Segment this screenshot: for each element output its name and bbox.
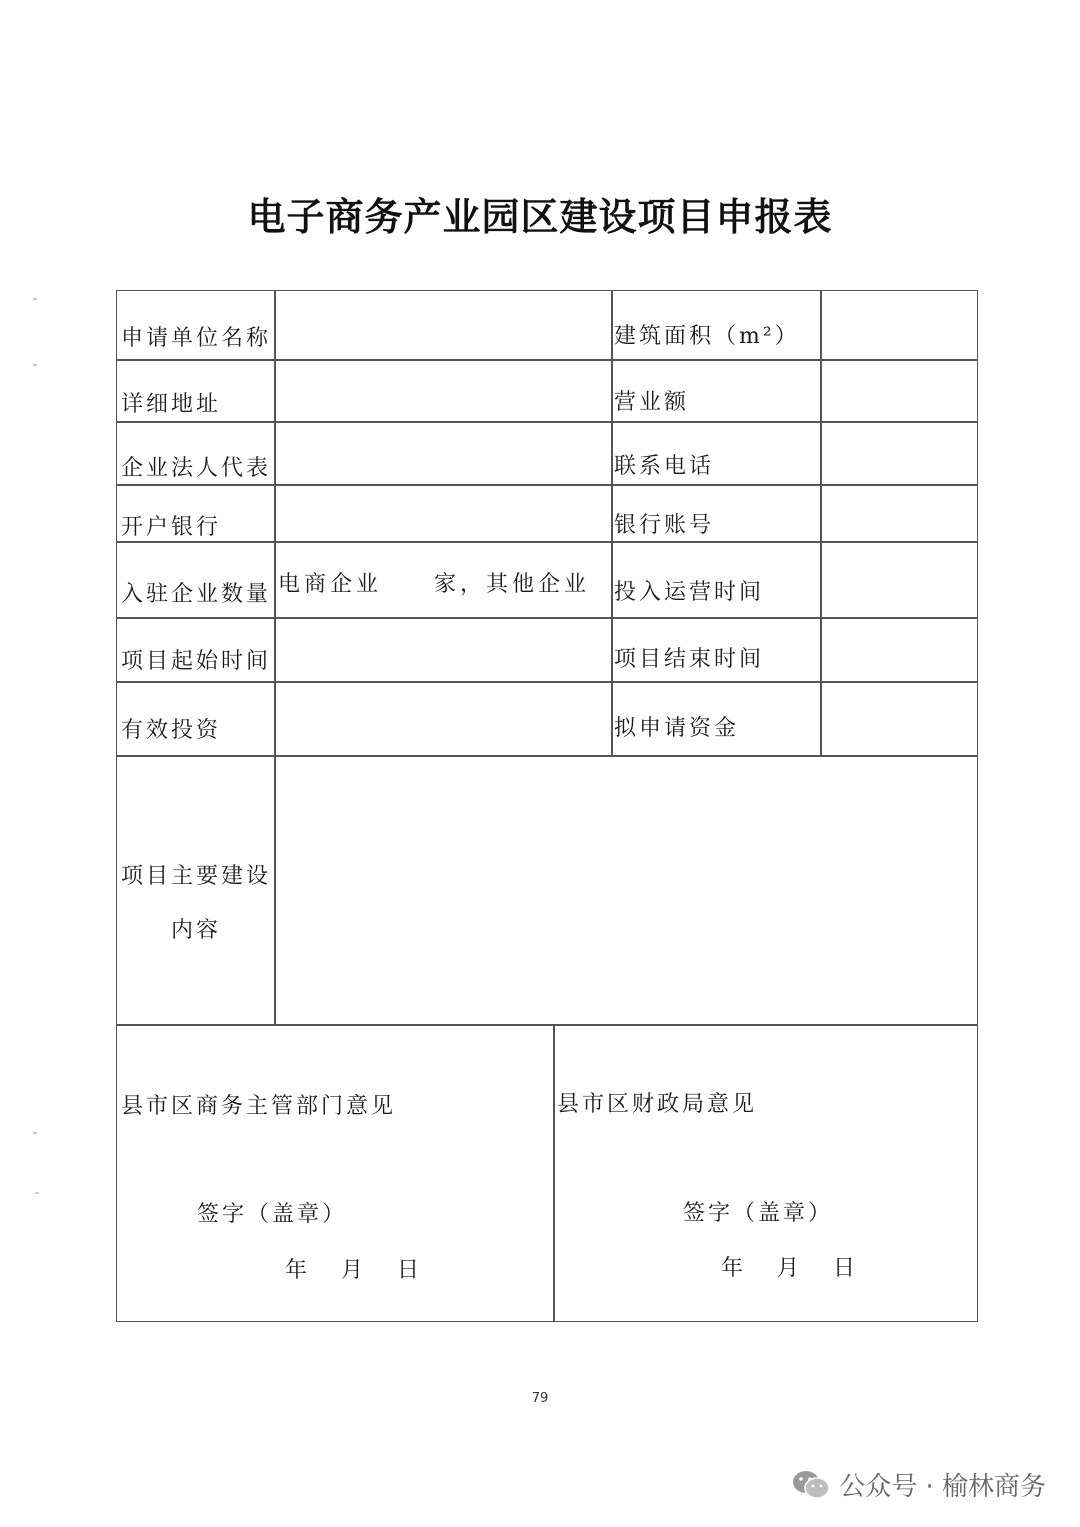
watermark-text: 公众号 · 榆林商务: [839, 1472, 1046, 1502]
bank-label: 开户银行: [121, 515, 222, 540]
legal-rep-field[interactable]: [276, 423, 610, 484]
construction-content-field[interactable]: [276, 757, 976, 1024]
operation-time-label: 投入运营时间: [614, 580, 765, 605]
requested-funds-field[interactable]: [822, 683, 976, 755]
wechat-icon: [791, 1468, 831, 1502]
content-label-line2: 内容: [171, 918, 222, 943]
tenant-count-label: 入驻企业数量: [121, 582, 272, 607]
commerce-dept-date-label: 年 月 日: [285, 1258, 426, 1283]
address-label: 详细地址: [121, 392, 222, 417]
form-title: 电子商务产业园区建设项目申报表: [247, 195, 833, 239]
tenant-count-text: 电商企业 家，其他企业: [278, 572, 591, 597]
application-form-table: [116, 290, 978, 1322]
end-time-field[interactable]: [822, 619, 976, 681]
start-time-label: 项目起始时间: [121, 649, 272, 674]
revenue-label: 营业额: [614, 390, 690, 415]
finance-bureau-sign-label: 签字（盖章）: [683, 1201, 834, 1226]
floor-area-label: 建筑面积（m²）: [614, 324, 800, 349]
investment-field[interactable]: [276, 683, 610, 755]
account-label: 银行账号: [614, 513, 715, 538]
account-field[interactable]: [822, 486, 976, 541]
requested-funds-label: 拟申请资金: [614, 716, 740, 741]
end-time-label: 项目结束时间: [614, 647, 765, 672]
watermark: [791, 1466, 1046, 1503]
phone-field[interactable]: [822, 423, 976, 484]
investment-label: 有效投资: [121, 718, 222, 743]
bank-field[interactable]: [276, 486, 610, 541]
page-number: 79: [531, 1391, 549, 1406]
operation-time-field[interactable]: [822, 543, 976, 617]
finance-bureau-opinion-label: 县市区财政局意见: [557, 1092, 758, 1117]
finance-bureau-date-label: 年 月 日: [721, 1256, 862, 1281]
content-label-line1: 项目主要建设: [121, 864, 272, 889]
floor-area-field[interactable]: [822, 291, 976, 359]
legal-rep-label: 企业法人代表: [121, 456, 272, 481]
applicant-name-field[interactable]: [276, 291, 610, 359]
phone-label: 联系电话: [614, 454, 715, 479]
commerce-dept-sign-label: 签字（盖章）: [197, 1202, 348, 1227]
applicant-name-label: 申请单位名称: [121, 326, 272, 351]
revenue-field[interactable]: [822, 361, 976, 421]
start-time-field[interactable]: [276, 619, 610, 681]
commerce-dept-opinion-label: 县市区商务主管部门意见: [121, 1094, 397, 1119]
address-field[interactable]: [276, 361, 610, 421]
